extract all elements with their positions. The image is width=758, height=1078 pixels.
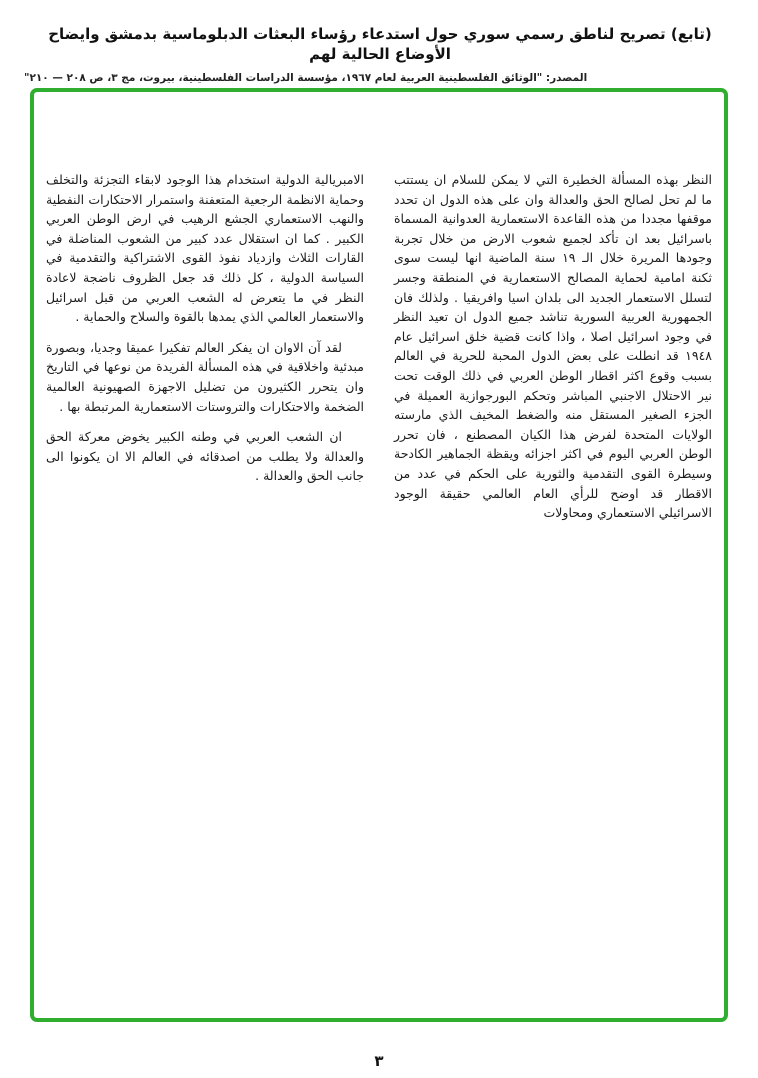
document-title: (تابع) تصريح لناطق رسمي سوري حول استدعاء رؤساء البعثات الدبلوماسية بدمشق وايضاح الأوضاع الحالية لهم [48, 25, 712, 64]
source-line: المصدر: "الوثائق الفلسطينية العربية لعام ١٩٦٧، مؤسسة الدراسات الفلسطينية، بيروت، مج ٣، ص ٢٠٨ — ٢١٠" [24, 71, 588, 84]
right-column-paragraph: النظر بهذه المسألة الخطيرة التي لا يمكن للسلام ان يستتب ما لم تحل لصالح الحق والعدالة وان على هذه الدول ان تحدد موقفها مجددا من هذه القاعدة الاستعمارية العدوانية المسماة باسرائيل بعد ان تأكد لجميع شعوب الارض من خلال تجربة وجودها المريرة خلال الـ ١٩ سنة الماضية انها ليست سوى ثكنة امامية لحماية المصالح الاستعمارية في المنطقة وجسر لتسلل الاستعمار الجديد الى بلدان اسيا وافريقيا . ولذلك فان الجمهورية العربية السورية تناشد جميع الدول ان تعيد النظر في وجود اسرائيل اصلا ، واذا كانت قضية خلق اسرائيل عام ١٩٤٨ قد انطلت على بعض الدول المحبة للحرية في العالم بسبب وقوع اكثر اقطار الوطن العربي في ذلك الوقت تحت نير الاحتلال الاجنبي المباشر وتحكم البورجوازية العميلة في الجزء الصغير المستقل منه والضغط المخيف الذي مارسته الولايات المتحدة لفرض هذا الكيان المصطنع ، فان تحرر الوطن العربي اليوم في اكثر اجزائه ويقظة الجماهير الكادحة وسيطرة القوى التقدمية والثورية على الحكم في عدد من الاقطار قد اوضح للرأي العام العالمي حقيقة الوجود الاسرائيلي الاستعماري ومحاولات [394, 172, 712, 521]
right-column [394, 170, 712, 534]
document-header [0, 0, 758, 84]
left-column [46, 170, 364, 534]
page-number: ٣ [374, 1052, 384, 1070]
text-columns [34, 92, 724, 534]
green-frame [30, 88, 728, 1022]
left-column-paragraph-1: الامبريالية الدولية استخدام هذا الوجود لابقاء التجزئة والتخلف وحماية الانظمة الرجعية المتعفنة واستمرار الاحتكارات النفطية والنهب الاستعماري الجشع الرهيب في ارض الوطن العربي الكبير . كما ان استقلال عدد كبير من الشعوب المناضلة في القارات الثلاث وازدياد نفوذ القوى الاشتراكية والتقدمية في السياسة الدولية ، كل ذلك قد جعل الظروف ناضجة لاعادة النظر في ما يتعرض له الشعب العربي من قبل اسرائيل والاستعمار العالمي الذي يمدها بالقوة والسلاح والحماية . [46, 172, 364, 325]
left-column-paragraph-2: لقد آن الاوان ان يفكر العالم تفكيرا عميقا وجديا، وبصورة مبدئية واخلاقية في هذه المسألة الفريدة من نوعها في التاريخ وان يتحرر الكثيرون من تضليل الاجهزة الصهيونية العالمية الضخمة والاحتكارات والتروستات الاستعمارية المرتبطة بها . [46, 339, 364, 414]
left-column-paragraph-3: ان الشعب العربي في وطنه الكبير يخوض معركة الحق والعدالة ولا يطلب من اصدقائه في العالم الا ان يكونوا الى جانب الحق والعدالة . [46, 429, 364, 484]
